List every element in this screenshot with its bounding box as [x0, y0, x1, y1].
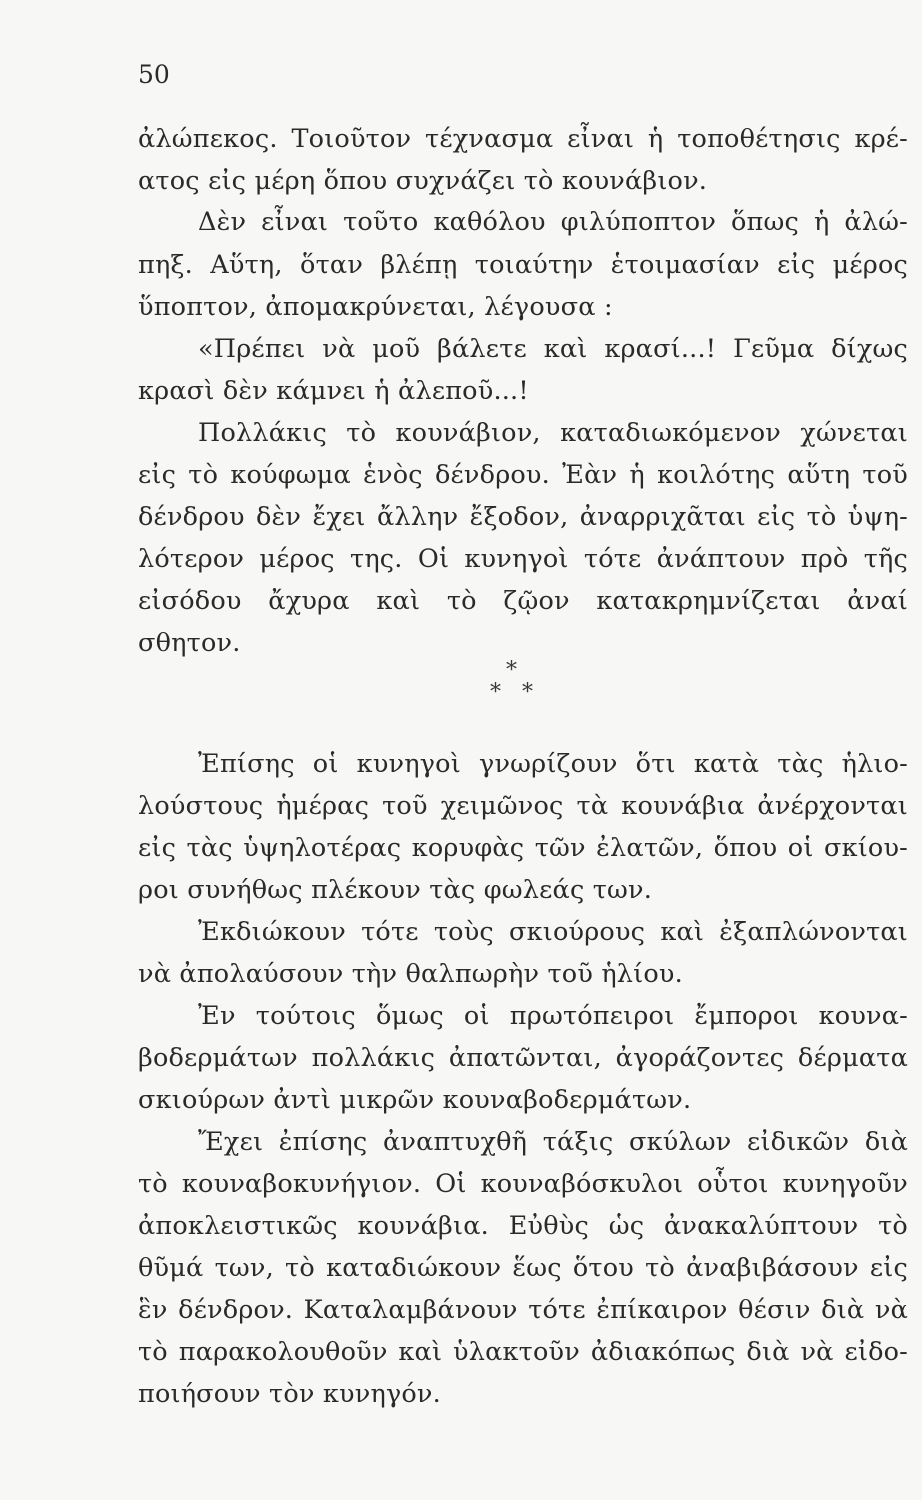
asterisk: * — [490, 680, 501, 705]
text-line: ατος εἰς μέρη ὅπου συχνάζει τὸ κουνάβιον. — [138, 166, 708, 196]
text-line: Πολλάκις τὸ κουνάβιον, καταδιωκόμενον χώνεται — [198, 418, 908, 448]
text-line: ἀποκλειστικῶς κουνάβια. Εὐθὺς ὡς ἀνακαλύπτουν τὸ — [138, 1211, 908, 1241]
text-line: νὰ ἀπολαύσουν τὴν θαλπωρὴν τοῦ ἡλίου. — [138, 959, 683, 989]
section-separator — [480, 658, 550, 708]
text-line: τὸ κουναβοκυνήγιον. Οἱ κουναβόσκυλοι οὗτοι κυνηγοῦν — [138, 1169, 908, 1199]
text-line: ἀλώπεκος. Τοιοῦτον τέχνασμα εἶναι ἡ τοποθέτησις κρέ- — [138, 124, 908, 154]
text-line: εἰς τὸ κούφωμα ἑνὸς δένδρου. Ἐὰν ἡ κοιλότης αὕτη τοῦ — [138, 460, 908, 490]
text-line: Ἐκδιώκουν τότε τοὺς σκιούρους καὶ ἐξαπλώνονται — [198, 917, 908, 947]
text-line: θῦμά των, τὸ καταδιώκουν ἕως ὅτου τὸ ἀναβιβάσουν εἰς — [138, 1253, 908, 1283]
text-line: «Πρέπει νὰ μοῦ βάλετε καὶ κρασί...! Γεῦμα δίχως — [198, 334, 908, 364]
text-line: δένδρου δὲν ἔχει ἄλλην ἔξοδον, ἀναρριχᾶται εἰς τὸ ὑψη- — [138, 502, 908, 532]
text-line: ποιήσουν τὸν κυνηγόν. — [138, 1379, 441, 1409]
text-line: σκιούρων ἀντὶ μικρῶν κουναβοδερμάτων. — [138, 1085, 692, 1115]
text-line: Ἔχει ἐπίσης ἀναπτυχθῆ τάξις σκύλων εἰδικῶν διὰ — [198, 1127, 908, 1157]
text-line: σθητον. — [138, 628, 241, 658]
text-line: εἰσόδου ἄχυρα καὶ τὸ ζῷον κατακρημνίζεται ἀναί — [138, 586, 908, 616]
text-line: λότερον μέρος της. Οἱ κυνηγοὶ τότε ἀνάπτουν πρὸ τῆς — [138, 544, 908, 574]
page-number: 50 — [138, 60, 170, 89]
text-line: εἰς τὰς ὑψηλοτέρας κορυφὰς τῶν ἐλατῶν, ὅπου οἱ σκίου- — [138, 833, 908, 863]
text-line: Ἐπίσης οἱ κυνηγοὶ γνωρίζουν ὅτι κατὰ τὰς ἡλιο- — [198, 749, 908, 779]
text-line: Δὲν εἶναι τοῦτο καθόλου φιλύποπτον ὅπως ἡ ἀλώ- — [198, 207, 908, 237]
text-line: Ἐν τούτοις ὅμως οἱ πρωτόπειροι ἔμποροι κουνα- — [198, 1001, 908, 1031]
text-line: πηξ. Αὕτη, ὅταν βλέπῃ τοιαύτην ἑτοιμασίαν εἰς μέρος — [138, 250, 908, 280]
asterisk: * — [506, 658, 517, 683]
text-line: ροι συνήθως πλέκουν τὰς φωλεάς των. — [138, 875, 653, 905]
text-line: ὕποπτον, ἀπομακρύνεται, λέγουσα : — [138, 292, 613, 322]
text-line: ἓν δένδρον. Καταλαμβάνουν τότε ἐπίκαιρον θέσιν διὰ νὰ — [138, 1295, 908, 1325]
text-line: βοδερμάτων πολλάκις ἀπατῶνται, ἀγοράζοντες δέρματα — [138, 1043, 908, 1073]
text-line: τὸ παρακολουθοῦν καὶ ὑλακτοῦν ἀδιακόπως διὰ νὰ εἰδο- — [138, 1337, 908, 1367]
text-line: λούστους ἡμέρας τοῦ χειμῶνος τὰ κουνάβια ἀνέρχονται — [138, 791, 908, 821]
asterisk: * — [522, 680, 533, 705]
text-line: κρασὶ δὲν κάμνει ἡ ἀλεποῦ...! — [138, 376, 529, 406]
